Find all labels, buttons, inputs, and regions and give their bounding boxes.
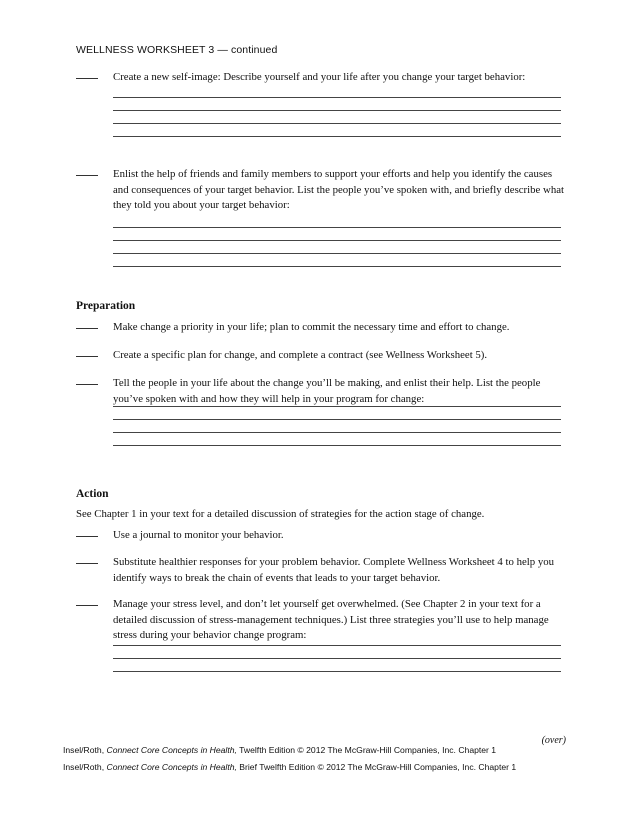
answer-lines[interactable]	[113, 406, 561, 458]
answer-line[interactable]	[113, 227, 561, 228]
item-text: Make change a priority in your life; plan to commit the necessary time and effort to change.	[113, 321, 510, 333]
footer-authors: Insel/Roth,	[63, 762, 105, 772]
over-label: (over)	[541, 735, 566, 746]
answer-line[interactable]	[113, 97, 561, 98]
item-text: Enlist the help of friends and family members to support your efforts and help you identify the causes and consequences of your target behavior. List the people you’ve spoken with, and briefly describe what they told you about your target behavior:	[113, 168, 565, 212]
footer-authors: Insel/Roth,	[63, 745, 105, 755]
answer-line[interactable]	[113, 432, 561, 433]
answer-line[interactable]	[113, 419, 561, 420]
answer-lines[interactable]	[113, 227, 561, 279]
footer-book-title: Connect Core Concepts in Health,	[106, 762, 237, 772]
checklist-item	[76, 555, 566, 586]
footer-line-1	[63, 745, 496, 755]
item-text: Substitute healthier responses for your problem behavior. Complete Wellness Worksheet 4 to help you identify ways to break the chain of events that leads to your target behavior.	[113, 556, 555, 584]
answer-line[interactable]	[113, 110, 561, 111]
check-blank[interactable]	[76, 78, 98, 79]
answer-line[interactable]	[113, 240, 561, 241]
section-heading-preparation: Preparation	[76, 300, 136, 312]
footer-book-title: Connect Core Concepts in Health,	[106, 745, 237, 755]
footer-edition: Twelfth Edition © 2012 The McGraw-Hill Companies, Inc. Chapter 1	[239, 745, 497, 755]
checklist-item	[76, 376, 566, 407]
footer-line-2	[63, 762, 516, 772]
check-blank[interactable]	[76, 384, 98, 385]
answer-line[interactable]	[113, 406, 561, 407]
check-blank[interactable]	[76, 605, 98, 606]
worksheet-header: WELLNESS WORKSHEET 3 — continued	[76, 44, 278, 56]
action-intro: See Chapter 1 in your text for a detailed discussion of strategies for the action stage of change.	[76, 508, 485, 520]
answer-lines[interactable]	[113, 97, 561, 149]
answer-line[interactable]	[113, 253, 561, 254]
answer-line[interactable]	[113, 445, 561, 446]
check-blank[interactable]	[76, 563, 98, 564]
check-blank[interactable]	[76, 175, 98, 176]
answer-line[interactable]	[113, 136, 561, 137]
item-text: Create a specific plan for change, and complete a contract (see Wellness Worksheet 5).	[113, 349, 488, 361]
answer-lines[interactable]	[113, 645, 561, 684]
item-text: Manage your stress level, and don’t let yourself get overwhelmed. (See Chapter 2 in your text for a detailed discussion of stress-management techniques.) List three strategies you’ll use to help manage stress during your behavior change program:	[113, 598, 549, 642]
checklist-item	[76, 597, 566, 644]
answer-line[interactable]	[113, 266, 561, 267]
answer-line[interactable]	[113, 671, 561, 672]
section-heading-action: Action	[76, 488, 109, 500]
checklist-item	[76, 167, 566, 214]
check-blank[interactable]	[76, 536, 98, 537]
item-text: Tell the people in your life about the change you’ll be making, and enlist their help. List the people you’ve spoken with and how they will help in your program for change:	[113, 377, 541, 405]
answer-line[interactable]	[113, 645, 561, 646]
footer-edition: Brief Twelfth Edition © 2012 The McGraw-Hill Companies, Inc. Chapter 1	[239, 762, 517, 772]
answer-line[interactable]	[113, 658, 561, 659]
checklist-item	[76, 320, 566, 336]
check-blank[interactable]	[76, 356, 98, 357]
checklist-item	[76, 348, 566, 364]
check-blank[interactable]	[76, 328, 98, 329]
answer-line[interactable]	[113, 123, 561, 124]
item-text: Use a journal to monitor your behavior.	[113, 529, 284, 541]
checklist-item	[76, 528, 566, 544]
checklist-item	[76, 70, 566, 86]
item-text: Create a new self-image: Describe yourself and your life after you change your target behavior:	[113, 71, 526, 83]
